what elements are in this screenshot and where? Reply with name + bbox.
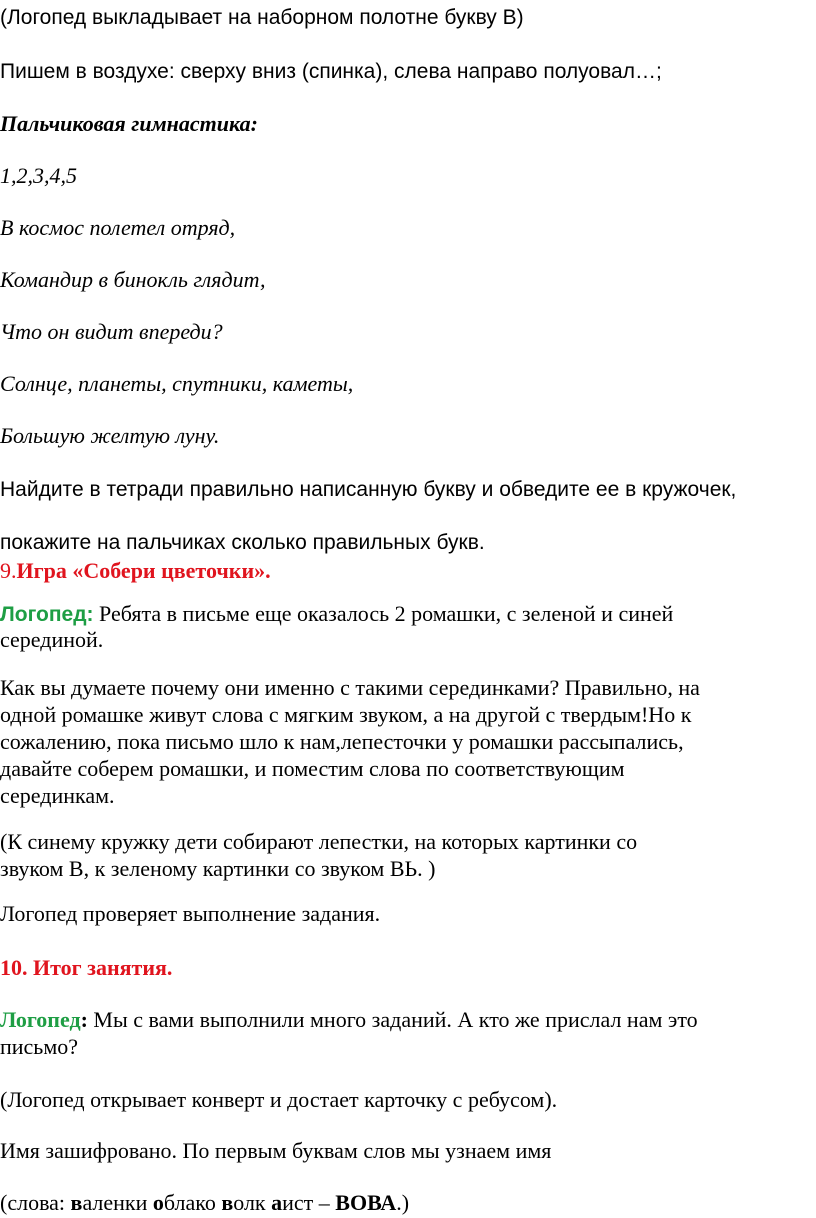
paragraph-text: Ребята в письме еще оказалось 2 ромашки, с зеленой и синей (93, 601, 674, 626)
rebus-letter: в (70, 1190, 83, 1215)
paragraph-line: Как вы думаете почему они именно с такими серединками? Правильно, на (0, 675, 700, 700)
game-heading (0, 558, 271, 584)
poem-line: В космос полетел отряд, (0, 215, 236, 240)
paragraph-line: звуком В, к зеленому картинки со звуком ВЬ. ) (0, 856, 436, 881)
rebus-word-rest: блако (163, 1190, 222, 1215)
paragraph-line: (Логопед открывает конверт и достает карточку с ребусом). (0, 1087, 558, 1112)
text-line: Найдите в тетради правильно написанную букву и обведите ее в кружочек, (0, 478, 737, 501)
paragraph-text: Мы с вами выполнили много заданий. А кто же прислал нам это (87, 1007, 698, 1032)
poem-line: Солнце, планеты, спутники, каметы, (0, 371, 354, 396)
game-number: 9. (0, 558, 17, 583)
paragraph-line: письмо? (0, 1034, 79, 1059)
paragraph-line: одной ромашке живут слова с мягким звуком, а на другой с твердым!Но к (0, 702, 692, 727)
rebus-letter: в (221, 1190, 234, 1215)
text-line: Пишем в воздухе: сверху вниз (спинка), слева направо полуовал…; (0, 60, 662, 83)
section-10-heading: 10. Итог занятия. (0, 955, 173, 980)
paragraph-line: давайте соберем ромашки, и поместим слова по соответствующим (0, 756, 625, 781)
paragraph-line (0, 1007, 698, 1033)
paragraph-line: серединой. (0, 627, 104, 652)
speaker-label: Логопед (0, 1007, 81, 1032)
rebus-answer: ВОВА (335, 1190, 397, 1215)
paragraph-line: (К синему кружку дети собирают лепестки, на которых картинки со (0, 829, 638, 854)
paragraph-line: Логопед проверяет выполнение задания. (0, 901, 381, 926)
paragraph-line (0, 601, 673, 628)
speaker-colon: : (80, 1007, 88, 1032)
rebus-open: (слова: (0, 1190, 71, 1215)
rebus-letter: а (271, 1190, 283, 1215)
poem-line: Большую желтую луну. (0, 423, 220, 448)
poem-line: Что он видит впереди? (0, 319, 223, 344)
section-heading: Пальчиковая гимнастика: (0, 111, 258, 136)
text-line: покажите на пальчиках сколько правильных букв. (0, 531, 485, 554)
speaker-label: Логопед: (0, 603, 94, 626)
rebus-close: .) (396, 1190, 410, 1215)
rebus-word-rest: аленки (82, 1190, 153, 1215)
poem-line: 1,2,3,4,5 (0, 163, 77, 188)
game-title: Игра «Собери цветочки». (16, 558, 271, 583)
text-line: (Логопед выкладывает на наборном полотне букву В) (0, 6, 524, 29)
paragraph-line: серединкам. (0, 783, 115, 808)
rebus-word-rest: олк (233, 1190, 272, 1215)
rebus-line (0, 1190, 409, 1216)
paragraph-line: Имя зашифровано. По первым буквам слов мы узнаем имя (0, 1138, 552, 1163)
poem-line: Командир в бинокль глядит, (0, 267, 266, 292)
rebus-letter: о (152, 1190, 164, 1215)
paragraph-line: сожалению, пока письмо шло к нам,лепесточки у ромашки рассыпались, (0, 729, 684, 754)
rebus-word-rest: ист – (282, 1190, 336, 1215)
